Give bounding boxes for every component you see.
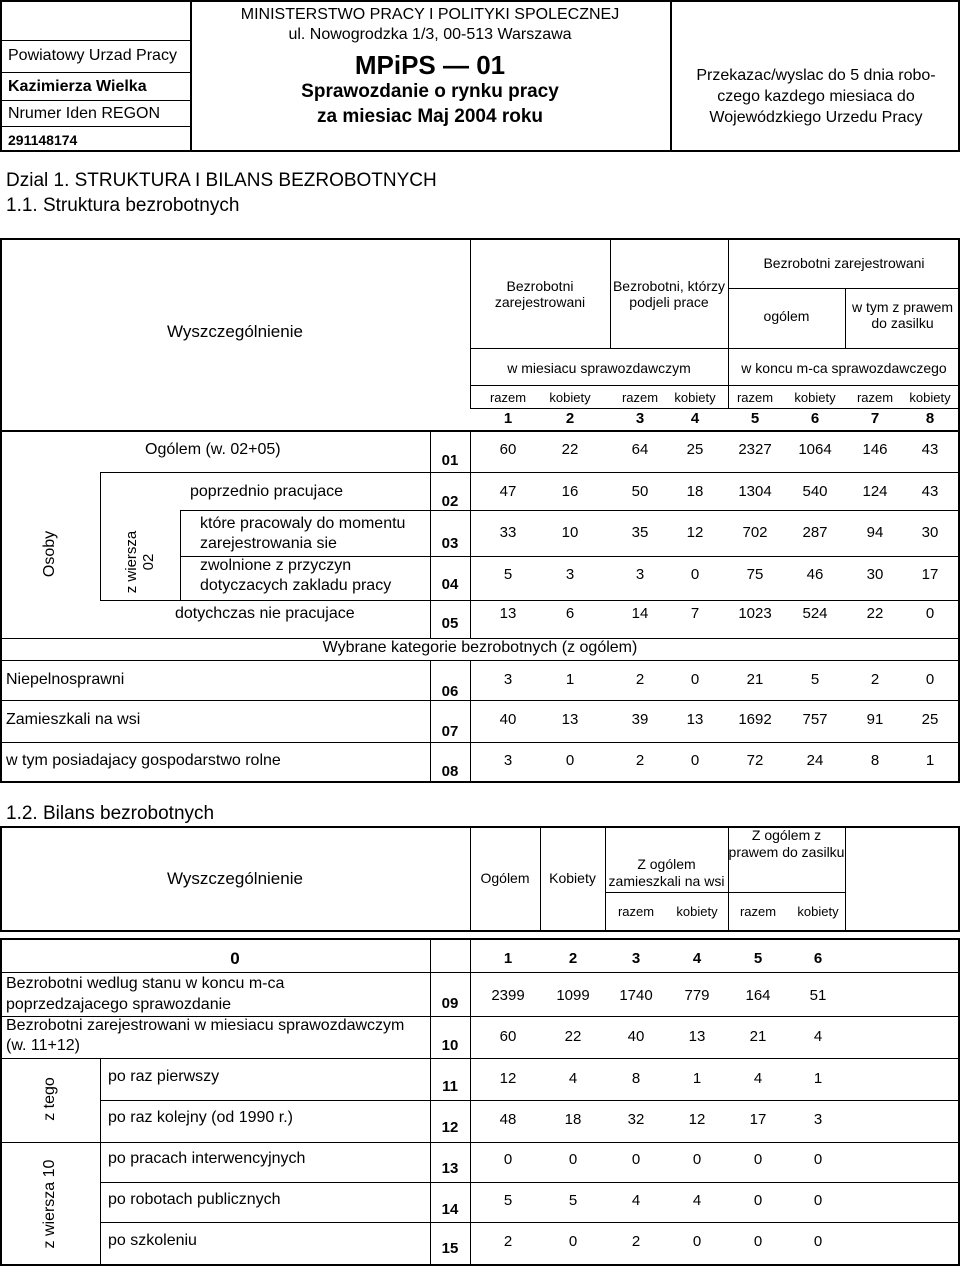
header-left-line-2 <box>0 72 190 73</box>
t2-subhead: kobiety <box>797 904 839 919</box>
form-code: MPiPS — 01 <box>354 50 506 80</box>
t2-cell: 4 <box>568 1070 578 1087</box>
t1-cell: 146 <box>862 441 888 458</box>
t2-cell: 3 <box>813 1111 823 1128</box>
t1-cell: 1023 <box>738 605 772 622</box>
t2-cell: 0 <box>568 1151 578 1168</box>
t2-cell: 0 <box>568 1233 578 1250</box>
t2-h-row14 <box>100 1222 960 1223</box>
t2-cell: 12 <box>499 1070 517 1087</box>
t2-row09-label-2: poprzedzajacego sprawozdanie <box>6 996 232 1013</box>
t1-cell: 1692 <box>738 711 772 728</box>
t2-colnum: 6 <box>813 950 823 967</box>
t1-row07-no: 07 <box>441 723 459 740</box>
ministry-name: MINISTERSTWO PRACY I POLITYKI SPOLECZNEJ <box>240 6 620 23</box>
t2-h-colnums <box>0 972 960 973</box>
t2-row15-label: po szkoleniu <box>108 1232 197 1249</box>
t2-subhead: razem <box>739 904 777 919</box>
t1-cell: 21 <box>746 671 764 688</box>
t1-colnum: 8 <box>925 410 935 427</box>
t1-v-zwiersza <box>180 510 181 600</box>
section-title-text: Dzial 1. STRUKTURA I BILANS BEZROBOTNYCH <box>6 170 437 191</box>
t1-h-row2 <box>180 510 960 511</box>
t2-subhead: kobiety <box>676 904 718 919</box>
t2-cell: 0 <box>753 1192 763 1209</box>
t2-row12-no: 12 <box>441 1119 459 1136</box>
t1-h-reg-total <box>728 288 960 289</box>
t1-cell: 40 <box>499 711 517 728</box>
form-period: za miesiac Maj 2004 roku <box>316 106 543 127</box>
t1-h-row6 <box>0 700 960 701</box>
t1-cell: 0 <box>925 671 935 688</box>
t2-head-kobiety: Kobiety <box>549 870 596 886</box>
t2-cell: 12 <box>688 1111 706 1128</box>
t1-cell: 7 <box>690 605 700 622</box>
t2-row14-no: 14 <box>441 1201 459 1218</box>
t1-cell: 3 <box>565 566 575 583</box>
t1-cell: 757 <box>802 711 828 728</box>
t1-row02-no: 02 <box>441 493 459 510</box>
t1-cell: 22 <box>561 441 579 458</box>
t2-cell: 779 <box>684 987 710 1004</box>
t2-cell: 13 <box>688 1028 706 1045</box>
t2-head-ogolem: Ogólem <box>480 870 530 886</box>
t1-cell: 46 <box>806 566 824 583</box>
t1-row06-label: Niepelnosprawni <box>6 671 125 688</box>
regon-value: 291148174 <box>8 132 78 148</box>
t1-cell: 91 <box>866 711 884 728</box>
t1-cell: 0 <box>565 752 575 769</box>
t1-subhead: kobiety <box>794 390 836 405</box>
form-title: Sprawozdanie o rynku pracy <box>301 81 559 102</box>
t1-cell: 13 <box>686 711 704 728</box>
t2-h-row13 <box>100 1182 960 1183</box>
t1-cell: 30 <box>921 524 939 541</box>
t1-side-zwiersza: z wiersza 02 <box>123 530 157 594</box>
t1-cell: 3 <box>635 566 645 583</box>
t1-subhead: razem <box>856 390 894 405</box>
t1-subhead: kobiety <box>909 390 951 405</box>
t1-cell: 33 <box>499 524 517 541</box>
t1-row03-no: 03 <box>441 535 459 552</box>
t2-cell: 0 <box>813 1233 823 1250</box>
t2-cell: 4 <box>813 1028 823 1045</box>
t1-subhead: kobiety <box>674 390 716 405</box>
t2-cell: 2 <box>503 1233 513 1250</box>
t1-head-work: Bezrobotni, którzy podjeli prace <box>612 278 726 310</box>
delivery-note-2: czego kazdego miesiaca do <box>717 88 915 105</box>
t1-cell: 72 <box>746 752 764 769</box>
t1-v-data-left <box>470 430 471 638</box>
t1-cell: 43 <box>921 483 939 500</box>
t1-cell: 540 <box>802 483 828 500</box>
t2-cell: 4 <box>631 1192 641 1209</box>
t2-subhead: razem <box>617 904 655 919</box>
ministry-address: ul. Nowogrodzka 1/3, 00-513 Warszawa <box>288 26 572 43</box>
t1-selected-label: Wybrane kategorie bezrobotnych (z ogólem) <box>322 639 638 656</box>
t1-row06-no: 06 <box>441 683 459 700</box>
t1-h-subheads <box>470 385 960 386</box>
t1-head-ogolem: ogólem <box>763 308 810 324</box>
t1-cell: 2 <box>870 671 880 688</box>
t1-cell: 1 <box>925 752 935 769</box>
t2-row12-label: po raz kolejny (od 1990 r.) <box>108 1109 293 1126</box>
t2-colnum: 1 <box>503 950 513 967</box>
t2-row10-label-1: Bezrobotni zarejestrowani w miesiacu sprawozdawczym <box>6 1017 405 1034</box>
t2-cell: 0 <box>692 1233 702 1250</box>
t2-cell: 4 <box>753 1070 763 1087</box>
t2-colnum: 3 <box>631 950 641 967</box>
t2-cell: 0 <box>503 1151 513 1168</box>
t1-head-month: w miesiacu sprawozdawczym <box>507 360 691 376</box>
t2-h-row12 <box>0 1142 960 1143</box>
section-title <box>6 170 437 192</box>
t2-cell: 60 <box>499 1028 517 1045</box>
t2-row09-label-1: Bezrobotni wedlug stanu w koncu m-ca <box>6 975 285 992</box>
t1-cell: 12 <box>686 524 704 541</box>
t2-row13-label: po pracach interwencyjnych <box>108 1150 306 1167</box>
t2-cell: 2 <box>631 1233 641 1250</box>
t1-row04-label-2: dotyczacych zakladu pracy <box>200 577 392 594</box>
t1-colnum: 7 <box>870 410 880 427</box>
t2-cell: 0 <box>753 1233 763 1250</box>
t1-cell: 524 <box>802 605 828 622</box>
t1-cell: 3 <box>503 671 513 688</box>
t2-cell: 0 <box>813 1192 823 1209</box>
t2-colnum: 5 <box>753 950 763 967</box>
t1-subhead: kobiety <box>549 390 591 405</box>
t2-v-side <box>100 1058 101 1266</box>
t2-cell: 1 <box>692 1070 702 1087</box>
t1-cell: 2 <box>635 752 645 769</box>
t2-cell: 1099 <box>556 987 590 1004</box>
t1-row05-no: 05 <box>441 615 459 632</box>
t1-cell: 94 <box>866 524 884 541</box>
t1-cell: 702 <box>742 524 768 541</box>
t2-h-head <box>605 892 845 893</box>
t1-cell: 1064 <box>798 441 832 458</box>
t1-cell: 14 <box>631 605 649 622</box>
t1-cell: 30 <box>866 566 884 583</box>
t2-cell: 0 <box>692 1151 702 1168</box>
t1-v-data-left-b <box>470 660 471 783</box>
t1-head-reg-total: Bezrobotni zarejestrowani <box>763 255 925 271</box>
t1-row08-no: 08 <box>441 763 459 780</box>
t1-cell: 2327 <box>738 441 772 458</box>
t2-colnum: 2 <box>568 950 578 967</box>
t2-side-zwiersza: z wiersza 10 <box>41 1159 58 1249</box>
t2-cell: 5 <box>568 1192 578 1209</box>
t1-row03-label-2: zarejestrowania sie <box>200 535 337 552</box>
t1-row04-label-1: zwolnione z przyczyn <box>200 557 352 574</box>
t1-cell: 8 <box>870 752 880 769</box>
t1-cell: 43 <box>921 441 939 458</box>
t1-colnum: 6 <box>810 410 820 427</box>
t2-cell: 1 <box>813 1070 823 1087</box>
t1-cell: 64 <box>631 441 649 458</box>
delivery-note-1: Przekazac/wyslac do 5 dnia robo- <box>696 67 936 84</box>
t2-cell: 8 <box>631 1070 641 1087</box>
t1-cell: 16 <box>561 483 579 500</box>
t2-cell: 51 <box>809 987 827 1004</box>
t1-cell: 60 <box>499 441 517 458</box>
t1-row01-label: Ogólem (w. 02+05) <box>145 441 281 458</box>
t1-cell: 25 <box>921 711 939 728</box>
t2-row11-no: 11 <box>442 1078 458 1095</box>
t1-h-row7 <box>0 742 960 743</box>
t2-cell: 21 <box>749 1028 767 1045</box>
t1-cell: 13 <box>499 605 517 622</box>
t1-cell: 75 <box>746 566 764 583</box>
t1-cell: 47 <box>499 483 517 500</box>
t2-title: 1.2. Bilans bezrobotnych <box>6 803 215 824</box>
t1-h-selected <box>0 660 960 661</box>
t1-v-osoby <box>100 472 101 600</box>
t1-v-spec-right <box>470 238 471 408</box>
t1-cell: 124 <box>862 483 888 500</box>
t1-cell: 25 <box>686 441 704 458</box>
t1-colnum: 4 <box>690 410 700 427</box>
t2-cell: 0 <box>631 1151 641 1168</box>
t1-cell: 1 <box>565 671 575 688</box>
t1-cell: 50 <box>631 483 649 500</box>
t2-head-wies: Z ogólem zamieszkali na wsi <box>608 856 725 889</box>
t1-head-zasilek: w tym z prawem do zasilku <box>851 299 954 331</box>
t1-row04-no: 04 <box>441 576 459 593</box>
header-left-line-3 <box>0 100 190 101</box>
t1-cell: 0 <box>925 605 935 622</box>
t1-cell: 287 <box>802 524 828 541</box>
office-name: Powiatowy Urzad Pracy <box>8 47 177 64</box>
t1-row05-label: dotychczas nie pracujace <box>175 605 355 622</box>
t1-row02-label: poprzednio pracujace <box>190 483 343 500</box>
t1-cell: 3 <box>503 752 513 769</box>
t2-cell: 18 <box>564 1111 582 1128</box>
t2-cell: 17 <box>749 1111 767 1128</box>
t2-cell: 0 <box>813 1151 823 1168</box>
t1-h-colnums <box>470 408 960 409</box>
t2-head-spec: Wyszczególnienie <box>167 869 303 888</box>
t1-colnum: 2 <box>565 410 575 427</box>
t1-cell: 22 <box>866 605 884 622</box>
t2-cell: 22 <box>564 1028 582 1045</box>
t1-side-osoby: Osoby <box>41 530 58 578</box>
t1-subhead: razem <box>489 390 527 405</box>
t2-row13-no: 13 <box>441 1160 459 1177</box>
t2-cell: 32 <box>627 1111 645 1128</box>
t1-head-spec: Wyszczególnienie <box>167 322 303 341</box>
t2-cell: 48 <box>499 1111 517 1128</box>
t1-cell: 39 <box>631 711 649 728</box>
t1-h-top-groups <box>470 348 960 349</box>
t2-colnum: 4 <box>692 950 702 967</box>
t2-side-ztego: z tego <box>41 1077 58 1121</box>
t1-cell: 13 <box>561 711 579 728</box>
t1-row01-no: 01 <box>441 452 459 469</box>
regon-label: Nrumer Iden REGON <box>8 105 161 122</box>
t2-row11-label: po raz pierwszy <box>108 1068 220 1085</box>
t2-h-row11 <box>100 1100 960 1101</box>
section-subtitle: 1.1. Struktura bezrobotnych <box>6 195 240 216</box>
t1-cell: 35 <box>631 524 649 541</box>
t2-row09-no: 09 <box>441 995 459 1012</box>
t2-row14-label: po robotach publicznych <box>108 1191 281 1208</box>
t1-cell: 17 <box>921 566 939 583</box>
t2-row10-label-2: (w. 11+12) <box>6 1037 80 1054</box>
t1-cell: 1304 <box>738 483 772 500</box>
t1-cell: 0 <box>690 671 700 688</box>
t2-v-data-left <box>470 938 471 1266</box>
delivery-note-3: Wojewódzkiego Urzedu Pracy <box>709 109 923 126</box>
t1-cell: 5 <box>810 671 820 688</box>
t1-colnum: 5 <box>750 410 760 427</box>
t1-colnum: 3 <box>635 410 645 427</box>
t2-cell: 40 <box>627 1028 645 1045</box>
t2-cell: 164 <box>745 987 771 1004</box>
header-left-line-1 <box>0 40 190 41</box>
t1-colnum: 1 <box>503 410 513 427</box>
t2-cell: 0 <box>753 1151 763 1168</box>
t1-cell: 10 <box>561 524 579 541</box>
t1-subhead: razem <box>621 390 659 405</box>
t2-head-zasilek: Z ogólem z prawem do zasilku <box>728 827 845 860</box>
t1-h-head-bottom <box>0 430 960 432</box>
t2-row10-no: 10 <box>441 1037 459 1054</box>
t1-h-row4 <box>100 600 960 601</box>
t2-cell: 1740 <box>619 987 653 1004</box>
t1-cell: 6 <box>565 605 575 622</box>
office-city: Kazimierza Wielka <box>8 78 147 95</box>
t1-row08-label: w tym posiadajacy gospodarstwo rolne <box>6 752 281 769</box>
t1-subhead: razem <box>736 390 774 405</box>
t1-cell: 2 <box>635 671 645 688</box>
t2-col-zero: 0 <box>230 949 240 968</box>
t2-row15-no: 15 <box>441 1240 459 1257</box>
t1-head-reg: Bezrobotni zarejestrowani <box>494 278 586 310</box>
t1-h-row1 <box>100 472 960 473</box>
t1-cell: 18 <box>686 483 704 500</box>
t1-head-end: w koncu m-ca sprawozdawczego <box>741 360 947 376</box>
t2-cell: 5 <box>503 1192 513 1209</box>
t2-cell: 4 <box>692 1192 702 1209</box>
t2-cell: 2399 <box>491 987 525 1004</box>
t1-row07-label: Zamieszkali na wsi <box>6 711 141 728</box>
t2-h-row10 <box>0 1058 960 1059</box>
t1-row03-label-1: które pracowaly do momentu <box>200 515 406 532</box>
t1-cell: 0 <box>690 566 700 583</box>
header-left-line-4 <box>0 126 190 127</box>
t1-cell: 0 <box>690 752 700 769</box>
t1-cell: 5 <box>503 566 513 583</box>
t1-cell: 24 <box>806 752 824 769</box>
